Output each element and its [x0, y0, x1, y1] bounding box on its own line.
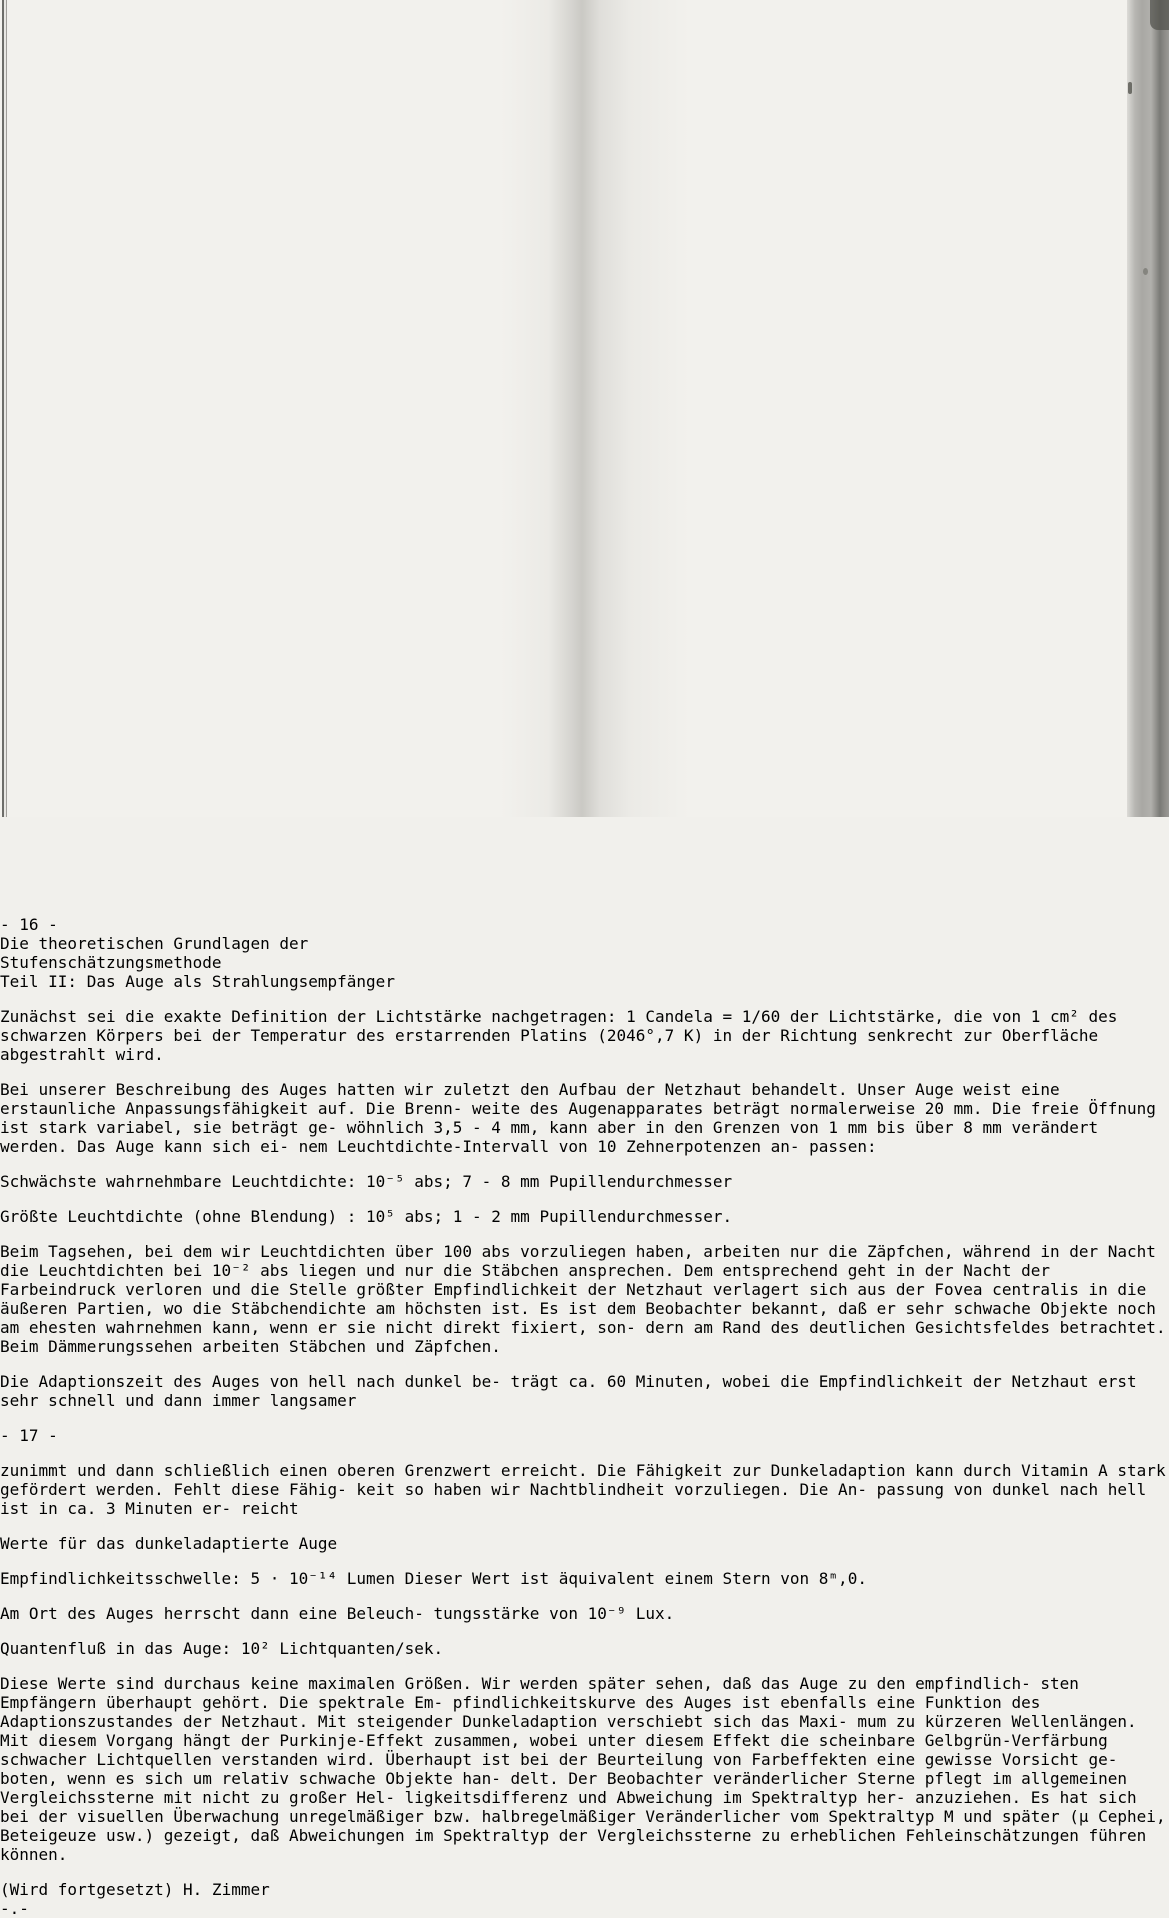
- end-mark: -.-: [0, 1899, 29, 1918]
- luminance-values: [0, 1172, 1169, 1226]
- paragraph-purkinje-effect: Diese Werte sind durchaus keine maximalen Größen. Wir werden später sehen, daß das Auge zu den empfindlich- sten Empfängern überhaupt gehört. Die spektrale Em- pfindlichkeitskurve des Auges ist ebenfalls eine Funktion des Adaptionszustandes der Netzhaut. Mit steigender Dunkeladaption verschiebt sich das Maxi- mum zu kürzeren Wellenlängen. Mit diesem Vorgang hängt der Purkinje-Effekt zusammen, wobei unter diesem Effekt die scheinbare Gelbgrün-Verfärbung schwacher Lichtquellen verstanden wird. Überhaupt ist bei der Beurteilung von Farbeffekten eine gewisse Vorsicht ge- boten, wenn es sich um relativ schwache Objekte han- delt. Der Beobachter veränderlicher Sterne pflegt im allgemeinen Vergleichssterne mit nicht zu großer Hel- ligkeitsdifferenz und Abweichung im Spektraltyp her- anzuziehen. Es hat sich bei der visuellen Überwachung unregelmäßiger bzw. halbregelmäßiger Veränderlicher vom Spektraltyp M und später (μ Cephei, Beteigeuze usw.) gezeigt, daß Abweichungen im Spektraltyp der Vergleichssterne zu erheblichen Fehleinschätzungen führen können.: [0, 1674, 1166, 1864]
- value-illuminance: Am Ort des Auges herrscht dann eine Beleuch- tungsstärke von 10⁻⁹ Lux.: [0, 1604, 675, 1623]
- article-title-line1: Die theoretischen Grundlagen der: [0, 934, 309, 953]
- value-greatest-luminance: Größte Leuchtdichte (ohne Blendung) : 10⁵ abs; 1 - 2 mm Pupillendurchmesser.: [0, 1207, 733, 1226]
- article-subtitle: Teil II: Das Auge als Strahlungsempfänger: [0, 972, 395, 991]
- article-title-underlined: Stufenschätzungsmethode: [0, 953, 222, 972]
- page-number: - 16 -: [0, 915, 58, 934]
- page-stack-edge: [1127, 0, 1169, 817]
- bleed-through-text: [0, 855, 120, 915]
- value-sensitivity-threshold: Empfindlichkeitsschwelle: 5 · 10⁻¹⁴ Lumen Dieser Wert ist äquivalent einem Stern von 8ᵐ,0.: [0, 1569, 867, 1588]
- bleed-through-text: [0, 747, 470, 855]
- paragraph-eye-adaptability: Bei unserer Beschreibung des Auges hatten wir zuletzt den Aufbau der Netzhaut behandelt. Unser Auge weist eine erstaunliche Anpassungsfähigkeit auf. Die Brenn- weite des Augenapparates beträgt normalerweise 20 mm. Die freie Öffnung ist stark variabel, sie beträgt ge- wöhnlich 3,5 - 4 mm, kann aber in den Grenzen von 1 mm bis über 8 mm verändert werden. Das Auge kann sich ei- nem Leuchtdichte-Intervall von 10 Zehnerpotenzen an- passen:: [0, 1080, 1156, 1156]
- scan-speck: [1143, 268, 1148, 275]
- article-footer: [0, 1880, 1169, 1899]
- paragraph-adaptation-time: Die Adaptionszeit des Auges von hell nach dunkel be- trägt ca. 60 Minuten, wobei die Empfindlichkeit der Netzhaut erst sehr schnell und dann immer langsamer: [0, 1372, 1137, 1410]
- bleed-through-text: [0, 367, 88, 747]
- continuation-note: (Wird fortgesetzt): [0, 1880, 174, 1899]
- bleed-through-text: [0, 100, 255, 172]
- author-name: H. Zimmer: [183, 1880, 270, 1899]
- article-title: [0, 934, 1169, 972]
- section-heading: Werte für das dunkeladaptierte Auge: [0, 1534, 338, 1553]
- value-weakest-luminance: Schwächste wahrnehmbare Leuchtdichte: 10⁻⁵ abs; 7 - 8 mm Pupillendurchmesser: [0, 1172, 733, 1191]
- bleed-through-text: [0, 0, 135, 100]
- scan-corner-shadow: [1150, 0, 1169, 30]
- value-quantum-flux: Quantenfluß in das Auge: 10² Lichtquanten/sek.: [0, 1639, 444, 1658]
- page-17: [0, 1426, 1169, 1918]
- article-title-line2: [0, 953, 1169, 972]
- page-16: [0, 915, 1169, 1410]
- paragraph-day-night-vision: Beim Tagsehen, bei dem wir Leuchtdichten über 100 abs vorzuliegen haben, arbeiten nur die Zäpfchen, während in der Nacht die Leuchtdichten bei 10⁻² abs liegen und nur die Stäbchen ansprechen. Dem entsprechend geht in der Nacht der Farbeindruck verloren und die Stelle größter Empfindlichkeit der Netzhaut verlagert sich aus der Fovea centralis in die äußeren Partien, wo die Stäbchendichte am höchsten ist. Es ist dem Beobachter bekannt, daß er sehr schwache Objekte noch am ehesten wahrnehmen kann, wenn er sie nicht direkt fixiert, son- dern am Rand des deutlichen Gesichtsfeldes betrachtet. Beim Dämmerungssehen arbeiten Stäbchen und Zäpfchen.: [0, 1242, 1166, 1356]
- paragraph-candela-definition: Zunächst sei die exakte Definition der Lichtstärke nachgetragen: 1 Candela = 1/60 der Lichtstärke, die von 1 cm² des schwarzen Körpers bei der Temperatur des erstarrenden Platins (2046°,7 K) in der Richtung senkrecht zur Oberfläche abgestrahlt wird.: [0, 1007, 1118, 1064]
- paragraph-dark-adaptation: zunimmt und dann schließlich einen oberen Grenzwert erreicht. Die Fähigkeit zur Dunkeladaption kann durch Vitamin A stark gefördert werden. Fehlt diese Fähig- keit so haben wir Nachtblindheit vorzuliegen. Die An- passung von dunkel nach hell ist in ca. 3 Minuten er- reicht: [0, 1461, 1166, 1518]
- page-gutter-shadow: [500, 0, 690, 817]
- scan-speck: [1128, 82, 1132, 94]
- bleed-through-text: [0, 172, 96, 367]
- page-number: - 17 -: [0, 1426, 58, 1445]
